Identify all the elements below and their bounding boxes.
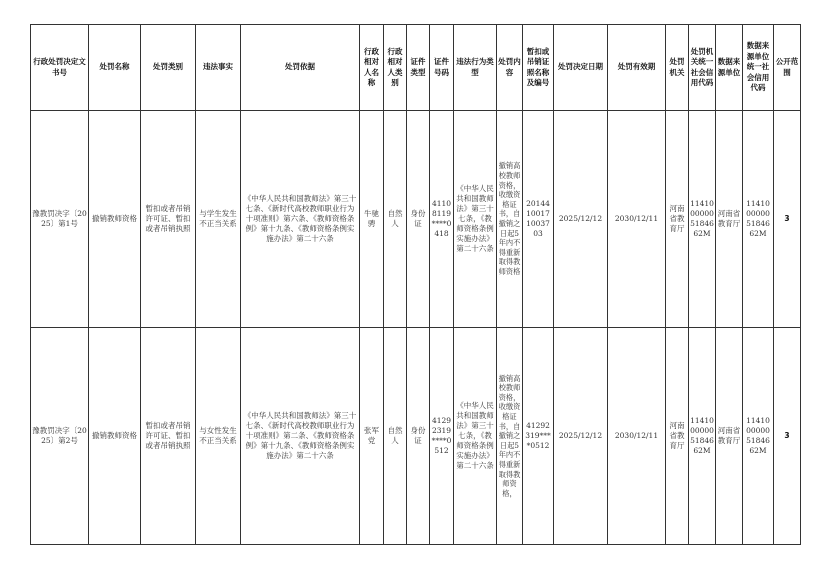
col-header: 处罚机关 bbox=[666, 25, 689, 111]
source-code-cell: 11410000005184662M bbox=[743, 111, 774, 328]
authority-cell: 河南省教育厅 bbox=[666, 328, 689, 545]
authority-cell: 河南省教育厅 bbox=[666, 111, 689, 328]
col-header: 公开范围 bbox=[774, 25, 801, 111]
valid-until-cell: 2030/12/11 bbox=[608, 328, 666, 545]
header-row bbox=[31, 25, 801, 111]
col-header: 处罚有效期 bbox=[608, 25, 666, 111]
party-name-cell: 牛驰骋 bbox=[360, 111, 384, 328]
facts-cell: 与女性发生不正当关系 bbox=[196, 328, 241, 545]
col-header: 暂扣或吊销证照名称及编号 bbox=[523, 25, 554, 111]
col-header: 处罚名称 bbox=[89, 25, 141, 111]
doc-number-cell: 豫教罚决字〔2025〕第2号 bbox=[31, 328, 89, 545]
penalty-content-text: 撤销高校教师资格，收缴资格证书，自撤销之日起5年内不得重新取得教师资格 bbox=[498, 161, 521, 276]
license-number-cell: 20144100171003703 bbox=[523, 111, 554, 328]
penalty-content-cell bbox=[497, 328, 523, 545]
col-header: 行政相对人类别 bbox=[384, 25, 407, 111]
authority-code-cell: 11410000005184662M bbox=[689, 328, 716, 545]
penalty-type-cell: 暂扣或者吊销许可证、暂扣或者吊销执照 bbox=[141, 328, 196, 545]
id-number-cell: 41292319****0512 bbox=[430, 328, 454, 545]
col-header: 处罚内容 bbox=[497, 25, 523, 111]
decision-date-cell: 2025/12/12 bbox=[554, 328, 608, 545]
violation-type-cell: 《中华人民共和国教师法》第三十七条，《教师资格条例实施办法》第二十六条 bbox=[454, 111, 497, 328]
table-row bbox=[31, 328, 801, 545]
party-type-cell: 自然人 bbox=[384, 111, 407, 328]
penalty-content-cell bbox=[497, 111, 523, 328]
decision-date-cell: 2025/12/12 bbox=[554, 111, 608, 328]
col-header: 违法行为类型 bbox=[454, 25, 497, 111]
authority-code-cell: 11410000005184662M bbox=[689, 111, 716, 328]
col-header: 处罚类别 bbox=[141, 25, 196, 111]
col-header: 处罚决定日期 bbox=[554, 25, 608, 111]
party-type-cell: 自然人 bbox=[384, 328, 407, 545]
disclosure-scope-cell: 3 bbox=[774, 111, 801, 328]
penalty-table bbox=[30, 24, 801, 545]
col-header: 行政相对人名称 bbox=[360, 25, 384, 111]
basis-cell: 《中华人民共和国教师法》第三十七条、《新时代高校教师职业行为十项准则》第二条、《教师资格条例》第十九条、《教师资格条例实施办法》第二十六条 bbox=[241, 328, 360, 545]
penalty-type-cell: 暂扣或者吊销许可证、暂扣或者吊销执照 bbox=[141, 111, 196, 328]
source-unit-cell: 河南省教育厅 bbox=[716, 328, 743, 545]
col-header: 数据来源单位 bbox=[716, 25, 743, 111]
col-header: 证件类型 bbox=[407, 25, 430, 111]
doc-number-cell: 豫教罚决字〔2025〕第1号 bbox=[31, 111, 89, 328]
id-type-cell: 身份证 bbox=[407, 111, 430, 328]
license-number-cell: 41292319****0512 bbox=[523, 328, 554, 545]
table-row bbox=[31, 111, 801, 328]
basis-cell: 《中华人民共和国教师法》第三十七条、《新时代高校教师职业行为十项准则》第六条、《教师资格条例》第十九条、《教师资格条例实施办法》第二十六条 bbox=[241, 111, 360, 328]
penalty-name-cell: 撤销教师资格 bbox=[89, 328, 141, 545]
col-header: 违法事实 bbox=[196, 25, 241, 111]
disclosure-scope-cell: 3 bbox=[774, 328, 801, 545]
source-code-cell: 11410000005184662M bbox=[743, 328, 774, 545]
source-unit-cell: 河南省教育厅 bbox=[716, 111, 743, 328]
penalty-content-text: 撤销高校教师资格，收缴资格证书，自撤销之日起5年内不得重新取得教师资格， bbox=[498, 373, 521, 498]
col-header: 处罚机关统一社会信用代码 bbox=[689, 25, 716, 111]
col-header: 数据来源单位统一社会信用代码 bbox=[743, 25, 774, 111]
facts-cell: 与学生发生不正当关系 bbox=[196, 111, 241, 328]
id-number-cell: 41108119****0418 bbox=[430, 111, 454, 328]
col-header: 行政处罚决定文书号 bbox=[31, 25, 89, 111]
id-type-cell: 身份证 bbox=[407, 328, 430, 545]
penalty-name-cell: 撤销教师资格 bbox=[89, 111, 141, 328]
col-header: 证件号码 bbox=[430, 25, 454, 111]
col-header: 处罚依据 bbox=[241, 25, 360, 111]
party-name-cell: 张军党 bbox=[360, 328, 384, 545]
violation-type-cell: 《中华人民共和国教师法》第三十七条，《教师资格条例实施办法》第二十六条 bbox=[454, 328, 497, 545]
valid-until-cell: 2030/12/11 bbox=[608, 111, 666, 328]
